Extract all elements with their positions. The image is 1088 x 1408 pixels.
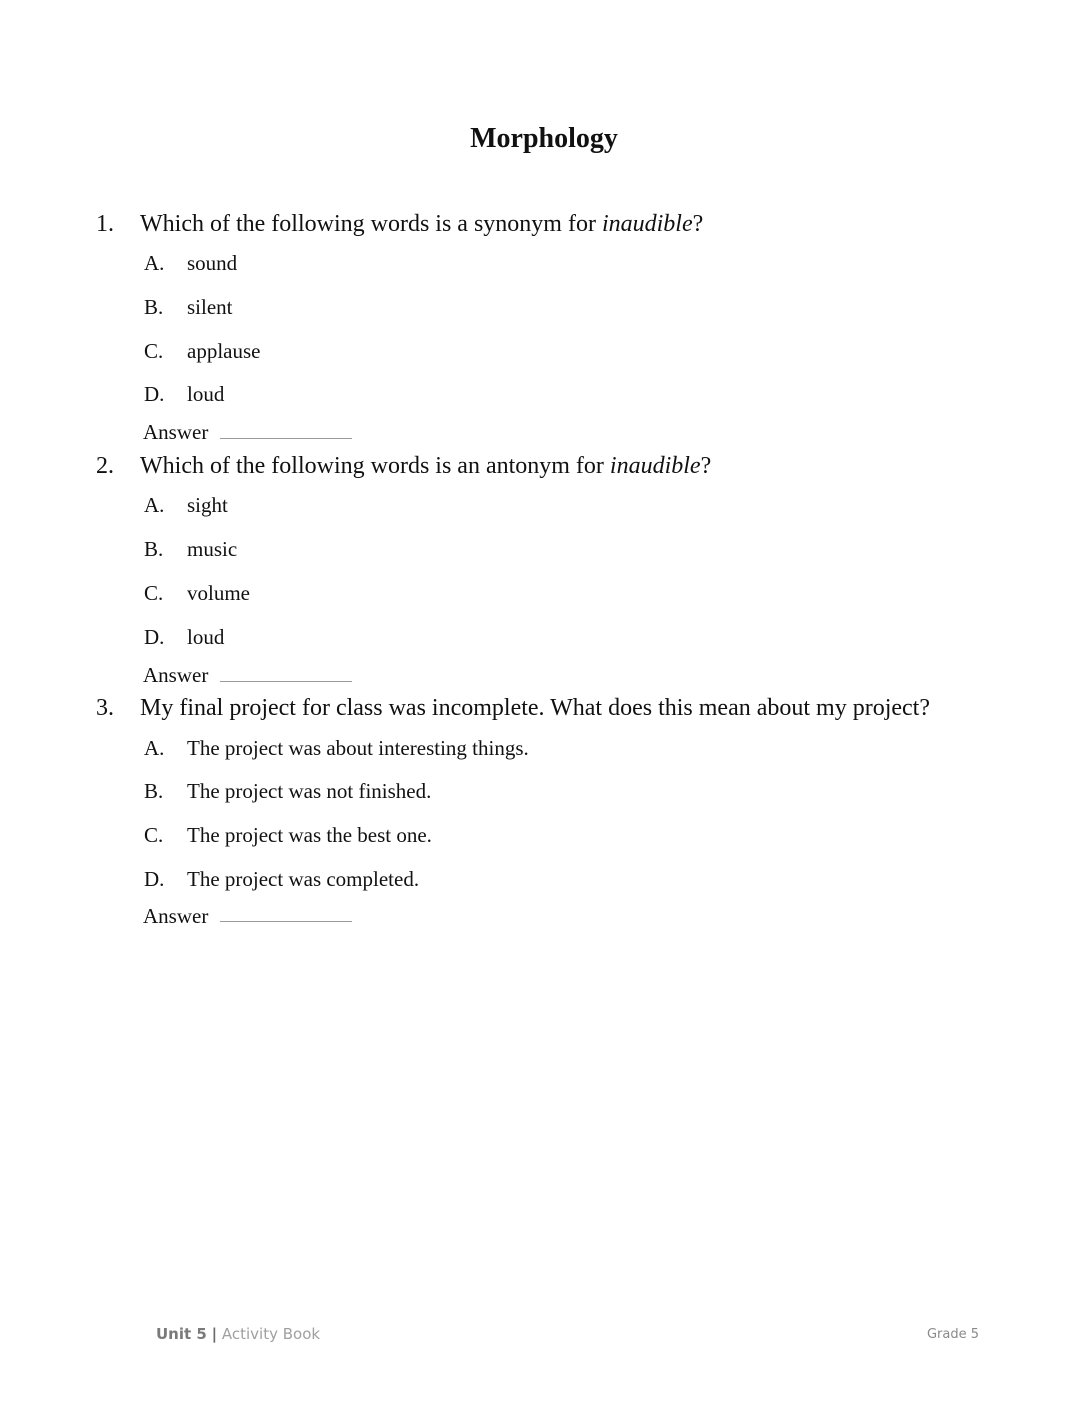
option-letter: B. (144, 295, 164, 319)
option-text: sound (187, 251, 238, 275)
option-letter: C. (144, 581, 164, 605)
footer-book: Activity Book (221, 1325, 321, 1343)
option-text: loud (187, 382, 225, 406)
option-text: volume (187, 581, 250, 605)
footer-separator: | (211, 1325, 218, 1343)
option-text: The project was about interesting things. (187, 736, 529, 760)
option-letter: C. (144, 823, 164, 847)
option-letter: B. (144, 779, 164, 803)
option-letter: D. (144, 382, 165, 406)
page-title: Morphology (470, 123, 618, 154)
option-letter: D. (144, 867, 165, 891)
question-number: 2. (96, 453, 114, 479)
option-text: sight (187, 493, 228, 517)
answer-blank[interactable] (220, 921, 352, 922)
answer-label: Answer (143, 420, 209, 444)
option-text: applause (187, 339, 261, 363)
question-number: 1. (96, 211, 114, 237)
footer-unit-book (156, 1324, 320, 1344)
option-letter: D. (144, 625, 165, 649)
option-text: The project was the best one. (187, 823, 432, 847)
footer-grade: Grade 5 (926, 1327, 979, 1342)
option-letter: B. (144, 537, 164, 561)
answer-label: Answer (143, 904, 209, 928)
question-text: My final project for class was incomplete. What does this mean about my project? (140, 695, 930, 721)
answer-blank[interactable] (220, 681, 352, 682)
option-letter: A. (144, 251, 165, 275)
question-text: Which of the following words is a synonym for inaudible? (140, 211, 704, 237)
option-text: music (187, 537, 238, 561)
option-letter: A. (144, 736, 165, 760)
answer-label: Answer (143, 663, 209, 687)
option-text: loud (187, 625, 225, 649)
question-number: 3. (96, 695, 114, 721)
option-letter: C. (144, 339, 164, 363)
answer-blank[interactable] (220, 438, 352, 439)
option-letter: A. (144, 493, 165, 517)
option-text: The project was completed. (187, 867, 420, 891)
option-text: silent (187, 295, 233, 319)
footer-unit: Unit 5 (156, 1325, 207, 1343)
question-text: Which of the following words is an antonym for inaudible? (140, 453, 712, 479)
option-text: The project was not finished. (187, 779, 432, 803)
